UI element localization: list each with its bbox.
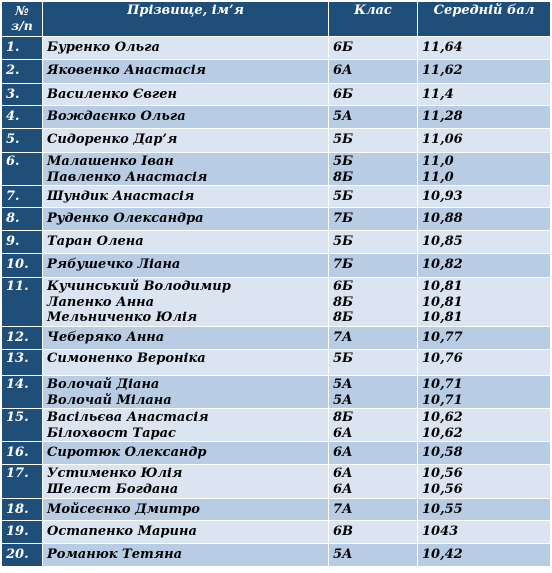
student-name-cell [43,60,329,84]
student-class-cell [329,129,418,153]
student-name: Остапенко Марина [47,523,197,539]
table-row [2,208,551,231]
student-class: 5Б [333,189,354,205]
student-score-cell [418,254,551,278]
student-name: Мойсеєнко Дмитро [47,501,200,517]
student-class: 5Б [333,350,354,366]
student-name: Павленко Анастасія [47,169,208,185]
student-class-cell [329,37,418,60]
student-class: 6А [333,425,353,441]
table-row [2,254,551,278]
student-score: 10,71 [422,376,463,392]
student-name-cell [43,442,329,465]
row-number: 4. [2,106,43,129]
student-score: 10,93 [422,189,463,205]
student-name: Вождаєнко Ольга [47,109,186,124]
row-number: 2. [2,60,43,84]
student-score-cell [418,208,551,231]
student-name-cell [43,326,329,349]
student-score: 10,82 [422,257,463,273]
student-name: Шундик Анастасія [47,189,195,205]
student-score: 10,81 [422,310,463,326]
row-number: 13. [2,349,43,375]
row-number: 14. [2,375,43,408]
student-name: Буренко Ольга [47,40,160,55]
row-number: 17. [2,465,43,498]
student-class-cell [329,326,418,349]
student-score-cell [418,278,551,327]
student-name-cell [43,543,329,566]
table-row [2,231,551,254]
table-row [2,349,551,375]
student-class: 6Б [333,87,354,102]
student-class-cell [329,278,418,327]
student-class: 7Б [333,211,354,227]
student-name: Шелест Богдана [47,481,179,497]
student-score-cell [418,498,551,520]
student-name: Кучинський Володимир [47,279,231,295]
student-score: 11,4 [422,87,454,102]
student-name: Рябушечко Ліана [47,257,181,273]
student-class: 5Б [333,154,354,169]
student-class-cell [329,520,418,543]
student-class-cell [329,60,418,84]
student-class-cell [329,498,418,520]
student-name-cell [43,208,329,231]
student-name: Волочай Діана [47,376,160,392]
student-class: 7А [333,501,353,517]
student-name: Сиротюк Олександр [47,445,207,461]
student-class: 5А [333,109,353,124]
student-score-cell [418,153,551,186]
student-name: Волочай Мілана [47,392,172,408]
student-score-cell [418,520,551,543]
row-number: 6. [2,153,43,186]
student-score: 11,64 [422,40,463,55]
student-score: 10,62 [422,425,463,441]
student-class: 6А [333,63,353,78]
student-name: Устименко Юлія [47,466,183,482]
row-number: 1. [2,37,43,60]
student-name: Симоненко Вероніка [47,350,206,366]
student-score-cell [418,186,551,208]
student-score: 10,71 [422,392,463,408]
student-score: 10,88 [422,211,463,227]
student-name-cell [43,278,329,327]
student-class: 8Б [333,169,354,185]
row-number: 11. [2,278,43,327]
student-score-cell [418,129,551,153]
header-number: № з/п [2,2,43,37]
student-name-cell [43,409,329,442]
student-name-cell [43,465,329,498]
row-number: 9. [2,231,43,254]
student-name: Лапенко Анна [47,294,155,310]
student-name-cell [43,520,329,543]
student-score-cell [418,84,551,106]
student-score-cell [418,60,551,84]
student-name-cell [43,129,329,153]
student-class-cell [329,543,418,566]
table-row [2,375,551,408]
row-number: 18. [2,498,43,520]
student-class: 5А [333,376,353,392]
student-name-cell [43,37,329,60]
student-score: 10,81 [422,279,463,295]
student-class-cell [329,375,418,408]
student-score-cell [418,465,551,498]
row-number: 19. [2,520,43,543]
student-class-cell [329,409,418,442]
student-class: 6А [333,466,353,482]
table-row [2,442,551,465]
student-score-cell [418,543,551,566]
row-number: 7. [2,186,43,208]
table-body [2,37,551,567]
student-class: 6А [333,445,353,461]
student-class: 7А [333,329,353,345]
table-row [2,106,551,129]
row-number: 8. [2,208,43,231]
table-row [2,520,551,543]
student-score: 10,55 [422,501,463,517]
student-score: 10,42 [422,546,463,562]
student-class-cell [329,84,418,106]
student-name: Малашенко Іван [47,154,174,169]
table-row [2,129,551,153]
student-class: 6Б [333,279,354,295]
row-number: 5. [2,129,43,153]
table-row [2,60,551,84]
student-score-cell [418,375,551,408]
row-number: 16. [2,442,43,465]
student-score: 10,81 [422,294,463,310]
student-name: Василенко Євген [47,87,177,102]
row-number: 3. [2,84,43,106]
student-class: 6В [333,523,354,539]
student-score: 10,56 [422,466,463,482]
header-average: Середній бал [418,2,551,37]
student-score: 10,77 [422,329,463,345]
student-class: 5А [333,546,353,562]
student-name: Чеберяко Анна [47,329,165,345]
table-row [2,153,551,186]
student-class-cell [329,254,418,278]
student-score: 11,28 [422,109,463,124]
student-class: 8Б [333,310,354,326]
student-score: 11,06 [422,132,463,147]
student-class: 5А [333,392,353,408]
student-class-cell [329,465,418,498]
student-score-cell [418,106,551,129]
student-class-cell [329,153,418,186]
header-class: Клас [329,2,418,37]
student-score: 10,56 [422,481,463,497]
student-class-cell [329,106,418,129]
student-name-cell [43,375,329,408]
student-name: Таран Олена [47,234,144,250]
student-score: 11,62 [422,63,463,78]
row-number: 15. [2,409,43,442]
student-name-cell [43,231,329,254]
student-class-cell [329,442,418,465]
student-score: 11,0 [422,169,454,185]
student-name: Васільєва Анастасія [47,410,209,426]
student-class: 7Б [333,257,354,273]
table-row [2,186,551,208]
student-name: Яковенко Анастасія [47,63,206,78]
student-score-cell [418,231,551,254]
table-row [2,278,551,327]
table-row [2,543,551,566]
table-row [2,326,551,349]
student-name-cell [43,498,329,520]
student-score: 1043 [422,523,459,539]
student-class: 8Б [333,294,354,310]
student-class: 8Б [333,410,354,426]
student-name-cell [43,186,329,208]
student-name: Руденко Олександра [47,211,204,227]
student-class: 6А [333,481,353,497]
row-number: 10. [2,254,43,278]
student-score-cell [418,37,551,60]
student-name-cell [43,254,329,278]
student-class: 5Б [333,132,354,147]
student-class-cell [329,186,418,208]
table-row [2,465,551,498]
student-class: 6Б [333,40,354,55]
table-row [2,409,551,442]
student-name: Романюк Тетяна [47,546,182,562]
student-score-cell [418,442,551,465]
student-class-cell [329,231,418,254]
student-name-cell [43,153,329,186]
header-name: Прізвище, ім’я [43,2,329,37]
table-row [2,498,551,520]
student-score-cell [418,326,551,349]
student-score: 11,0 [422,154,454,169]
student-name-cell [43,349,329,375]
student-name-cell [43,106,329,129]
student-name: Мельниченко Юлія [47,310,198,326]
student-score: 10,76 [422,350,463,366]
student-score: 10,58 [422,445,463,461]
row-number: 20. [2,543,43,566]
rating-table [1,1,551,567]
table-header-row [2,2,551,37]
student-score: 10,62 [422,410,463,426]
student-score-cell [418,349,551,375]
student-class: 5Б [333,234,354,250]
student-class-cell [329,208,418,231]
student-score-cell [418,409,551,442]
student-name-cell [43,84,329,106]
student-name: Сидоренко Дар’я [47,132,178,147]
table-row [2,37,551,60]
student-score: 10,85 [422,234,463,250]
row-number: 12. [2,326,43,349]
student-class-cell [329,349,418,375]
student-name: Білохвост Тарас [47,425,176,441]
table-row [2,84,551,106]
